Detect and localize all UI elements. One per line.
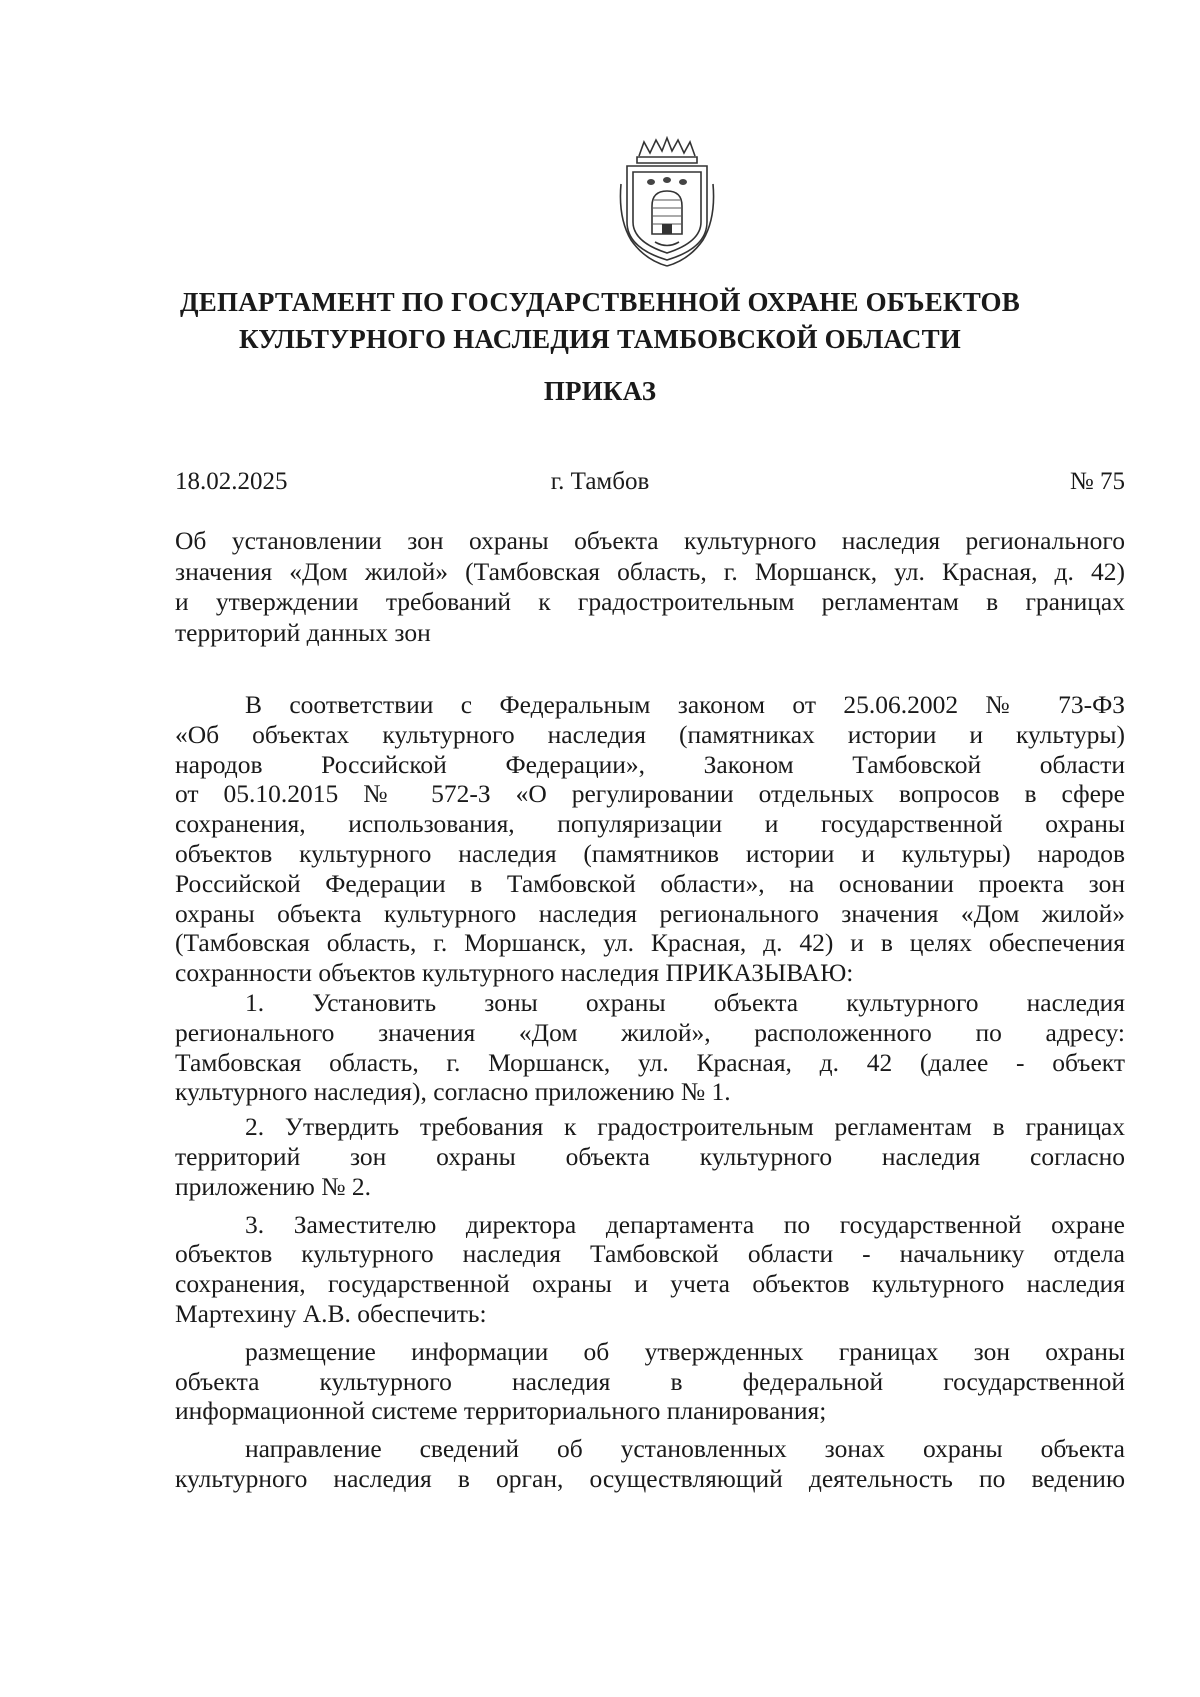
preamble-line: (Тамбовская область, г. Моршанск, ул. Красная, д. 42) и в целях обеспечения — [175, 928, 1125, 958]
preamble-line: объектов культурного наследия (памятников истории и культуры) народов — [175, 838, 1125, 868]
item-1-line: 1. Установить зоны охраны объекта культурного наследия — [245, 987, 1125, 1017]
item-1-line: Тамбовская область, г. Моршанск, ул. Красная, д. 42 (далее - объект — [175, 1047, 1125, 1077]
department-name-line-1: ДЕПАРТАМЕНТ ПО ГОСУДАРСТВЕННОЙ ОХРАНЕ ОБЪЕКТОВ — [180, 287, 1020, 317]
item-2-line: территорий зон охраны объекта культурного наследия согласно — [175, 1141, 1125, 1171]
subitem-2-line: направление сведений об установленных зонах охраны объекта — [245, 1434, 1125, 1464]
item-3-line: 3. Заместителю директора департамента по государственной охране — [245, 1209, 1125, 1239]
title-line: Об установлении зон охраны объекта культурного наследия регионального — [175, 526, 1125, 555]
preamble-line: от 05.10.2015 № 572-З «О регулировании отдельных вопросов в сфере — [175, 779, 1125, 809]
item-2-line: 2. Утвердить требования к градостроительным регламентам в границах — [245, 1112, 1125, 1142]
preamble-line: народов Российской Федерации», Законом Тамбовской области — [175, 749, 1125, 779]
order-number: № 75 — [1069, 468, 1125, 495]
item-2-line: приложению № 2. — [175, 1171, 372, 1201]
preamble-line: охраны объекта культурного наследия регионального значения «Дом жилой» — [175, 898, 1125, 928]
item-1-paragraph — [175, 988, 1125, 1107]
preamble-line: «Об объектах культурного наследия (памятниках истории и культуры) — [175, 719, 1125, 749]
item-3-line: Мартехину А.В. обеспечить: — [175, 1298, 487, 1328]
item-2-paragraph — [175, 1112, 1125, 1201]
subitem-1-line: размещение информации об утвержденных границах зон охраны — [245, 1336, 1125, 1366]
preamble-line: сохранности объектов культурного наследия ПРИКАЗЫВАЮ: — [175, 958, 854, 988]
preamble-line: Российской Федерации в Тамбовской области», на основании проекта зон — [175, 868, 1125, 898]
order-date: 18.02.2025 — [175, 468, 288, 495]
item-1-line: регионального значения «Дом жилой», расположенного по адресу: — [175, 1017, 1125, 1047]
item-3-subitem-2 — [175, 1434, 1125, 1494]
coat-of-arms-emblem — [617, 136, 717, 268]
department-name-line-2: КУЛЬТУРНОГО НАСЛЕДИЯ ТАМБОВСКОЙ ОБЛАСТИ — [239, 324, 961, 354]
item-3-line: объектов культурного наследия Тамбовской области - начальнику отдела — [175, 1239, 1125, 1269]
preamble-line: В соответствии с Федеральным законом от 25.06.2002 № 73-ФЗ — [245, 690, 1125, 719]
subitem-2-line: культурного наследия в орган, осуществляющий деятельность по ведению — [175, 1463, 1125, 1493]
preamble-paragraph — [175, 690, 1125, 988]
subitem-1-line: объекта культурного наследия в федеральной государственной — [175, 1366, 1125, 1396]
order-city: г. Тамбов — [550, 468, 650, 495]
order-body — [175, 690, 1125, 1494]
title-line: территорий данных зон — [175, 617, 431, 647]
item-1-line: культурного наследия), согласно приложению № 1. — [175, 1077, 731, 1107]
title-line: и утверждении требований к градостроительным регламентам в границах — [175, 587, 1125, 616]
subitem-1-line: информационной системе территориального планирования; — [175, 1396, 827, 1426]
preamble-line: сохранения, использования, популяризации и государственной охраны — [175, 809, 1125, 839]
title-line: значения «Дом жилой» (Тамбовская область, г. Моршанск, ул. Красная, д. 42) — [175, 556, 1125, 586]
item-3-paragraph — [175, 1210, 1125, 1329]
item-3-line: сохранения, государственной охраны и учета объектов культурного наследия — [175, 1269, 1125, 1299]
item-3-subitem-1 — [175, 1337, 1125, 1426]
order-title — [175, 526, 1125, 648]
document-type: ПРИКАЗ — [543, 376, 657, 406]
